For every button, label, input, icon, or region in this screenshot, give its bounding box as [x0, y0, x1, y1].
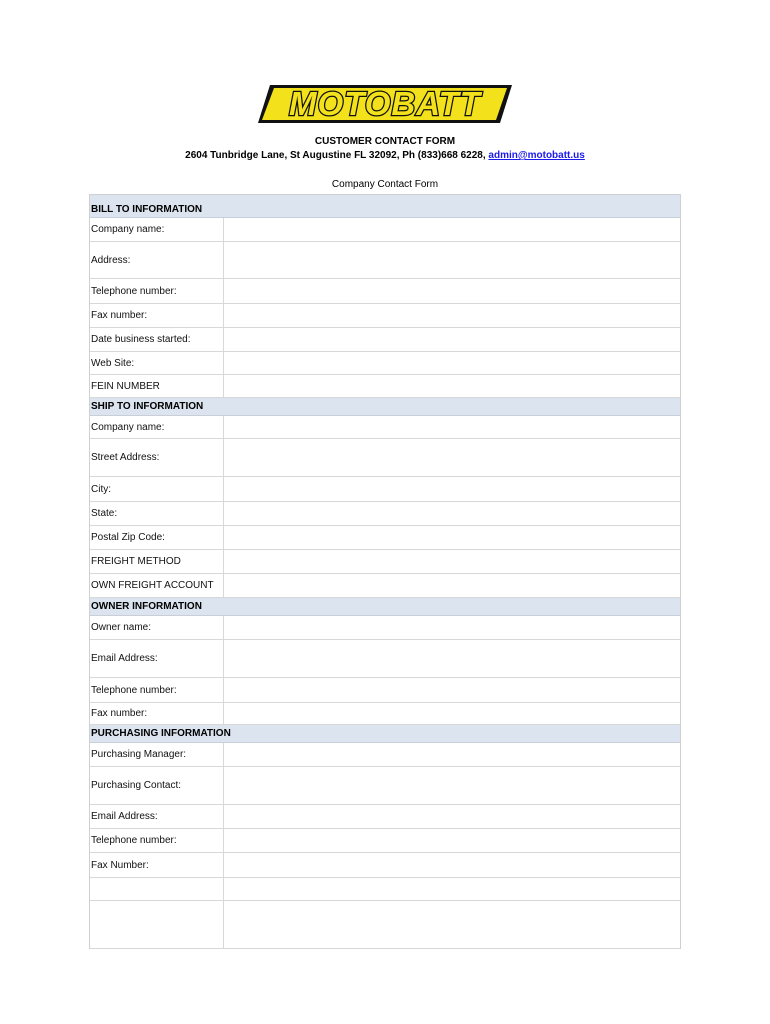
form-row [90, 218, 680, 242]
ship-company-name-input[interactable] [224, 416, 680, 438]
blank-input[interactable] [224, 878, 680, 900]
field-label: Street Address: [90, 439, 224, 476]
form-row [90, 901, 680, 949]
form-row [90, 328, 680, 352]
field-label: State: [90, 502, 224, 525]
field-label: Fax Number: [90, 853, 224, 877]
field-label: Address: [90, 242, 224, 278]
freight-account-input[interactable] [224, 574, 680, 597]
field-label: Company name: [90, 218, 224, 241]
form-row [90, 574, 680, 598]
city-input[interactable] [224, 477, 680, 501]
company-address [0, 150, 770, 161]
form-row [90, 640, 680, 678]
form-row [90, 878, 680, 901]
field-label: City: [90, 477, 224, 501]
form-row [90, 375, 680, 398]
form-row [90, 352, 680, 375]
zip-input[interactable] [224, 526, 680, 549]
section-title: PURCHASING INFORMATION [91, 728, 231, 739]
section-title: OWNER INFORMATION [91, 601, 202, 612]
field-label: Web Site: [90, 352, 224, 374]
fein-input[interactable] [224, 375, 680, 397]
section-title: BILL TO INFORMATION [91, 204, 203, 215]
field-label: Company name: [90, 416, 224, 438]
date-started-input[interactable] [224, 328, 680, 351]
form-row [90, 477, 680, 502]
section-title: SHIP TO INFORMATION [91, 401, 204, 412]
form-row [90, 829, 680, 853]
contact-form-table [89, 194, 681, 949]
field-label: FEIN NUMBER [90, 375, 224, 397]
fax-input[interactable] [224, 304, 680, 327]
field-label: Fax number: [90, 703, 224, 724]
company-name-input[interactable] [224, 218, 680, 241]
form-row [90, 526, 680, 550]
field-label: FREIGHT METHOD [90, 550, 224, 573]
purchasing-telephone-input[interactable] [224, 829, 680, 852]
form-row [90, 416, 680, 439]
form-row [90, 703, 680, 725]
field-label: Date business started: [90, 328, 224, 351]
form-row [90, 678, 680, 703]
form-row [90, 550, 680, 574]
form-row [90, 439, 680, 477]
field-label: Telephone number: [90, 678, 224, 702]
freight-method-input[interactable] [224, 550, 680, 573]
field-label: Telephone number: [90, 279, 224, 303]
form-row [90, 304, 680, 328]
purchasing-fax-input[interactable] [224, 853, 680, 877]
form-row [90, 805, 680, 829]
field-label: Purchasing Manager: [90, 743, 224, 766]
email-link[interactable]: admin@motobatt.us [488, 150, 585, 161]
logo-graphic [256, 82, 514, 126]
state-input[interactable] [224, 502, 680, 525]
form-row [90, 279, 680, 304]
field-label: Email Address: [90, 805, 224, 828]
telephone-input[interactable] [224, 279, 680, 303]
website-input[interactable] [224, 352, 680, 374]
field-label: Owner name: [90, 616, 224, 639]
street-address-input[interactable] [224, 439, 680, 476]
form-row [90, 853, 680, 878]
field-label: Telephone number: [90, 829, 224, 852]
address-text: 2604 Tunbridge Lane, St Augustine FL 32092, Ph (833)668 6228, [185, 150, 486, 161]
blank-input[interactable] [224, 901, 680, 948]
section-ship-to [90, 398, 680, 416]
form-row [90, 743, 680, 767]
purchasing-contact-input[interactable] [224, 767, 680, 804]
form-subtitle: Company Contact Form [331, 179, 439, 190]
motobatt-logo [256, 82, 514, 126]
owner-name-input[interactable] [224, 616, 680, 639]
owner-fax-input[interactable] [224, 703, 680, 724]
purchasing-email-input[interactable] [224, 805, 680, 828]
field-label: OWN FREIGHT ACCOUNT [90, 574, 224, 597]
section-bill-to [90, 195, 680, 218]
section-owner [90, 598, 680, 616]
section-purchasing [90, 725, 680, 743]
owner-telephone-input[interactable] [224, 678, 680, 702]
field-label: Purchasing Contact: [90, 767, 224, 804]
address-input[interactable] [224, 242, 680, 278]
field-label: Fax number: [90, 304, 224, 327]
owner-email-input[interactable] [224, 640, 680, 677]
form-title: CUSTOMER CONTACT FORM [314, 136, 456, 147]
logo-text: MOTOBATT [289, 85, 481, 122]
field-label [90, 878, 224, 900]
field-label: Email Address: [90, 640, 224, 677]
field-label: Postal Zip Code: [90, 526, 224, 549]
form-row [90, 767, 680, 805]
form-row [90, 616, 680, 640]
purchasing-manager-input[interactable] [224, 743, 680, 766]
form-row [90, 242, 680, 279]
form-row [90, 502, 680, 526]
field-label [90, 901, 224, 948]
